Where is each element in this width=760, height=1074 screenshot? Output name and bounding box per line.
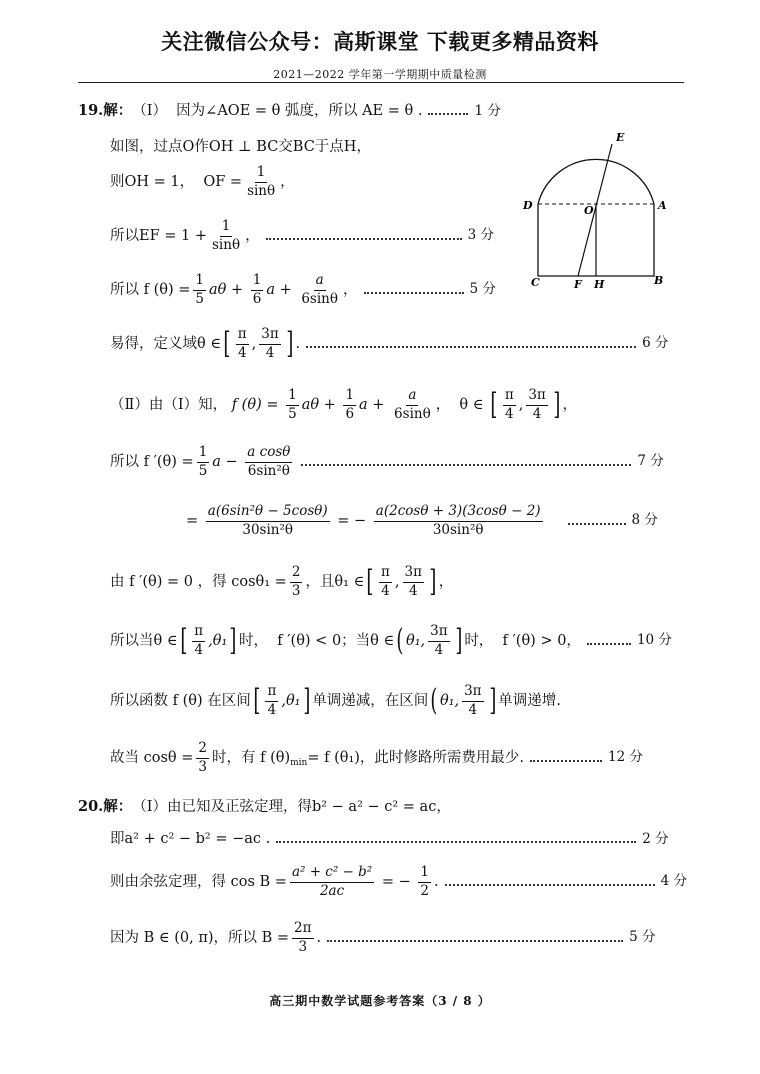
q19-line11-text-b: 时， f ′(θ) < 0；当θ ∈: [239, 632, 395, 649]
leader-dots: [266, 238, 462, 240]
header-divider: [78, 82, 684, 83]
label-o: O: [584, 204, 594, 217]
q19-line12: 所以函数 f (θ) 在区间 [ $\frac{\pi}{4}$ ,θ₁ ] 单调递减，在区间 ( θ₁, $\frac{3\pi}{4}$ ] 单调递增.: [110, 683, 561, 718]
geometry-figure: [520, 128, 680, 294]
q19-line4-text: 所以EF = 1 +: [110, 227, 207, 244]
q19-line13-text-c: = f (θ₁)，此时修路所需费用最少.: [307, 749, 525, 766]
q19-line5: 所以 f (θ) = $\frac{1}{5}$ aθ + $\frac{1}{6}$ a + $\frac{a}{6\sin\theta}$ ， 5 分: [110, 272, 496, 307]
score-mark: 10 分: [636, 632, 672, 649]
label-b: B: [654, 274, 664, 287]
q19-line12-text-c: 单调递增.: [498, 692, 561, 709]
label-h: H: [594, 278, 605, 291]
frac-num: 1: [255, 166, 268, 183]
label-e: E: [616, 131, 625, 144]
q19-line4: 所以EF = 1 + $\frac{1}{\sin\theta}$ ， 3 分: [110, 218, 494, 253]
score-mark: 4 分: [660, 873, 687, 890]
frac-den: sinθ: [247, 182, 276, 199]
q20-line3: 则由余弦定理，得 cos B = $\frac{\text{a² + c² − b²}}{2ac}$ = − $\frac{1}{2}$ . 4 分: [110, 864, 687, 899]
leader-dots: [327, 940, 623, 942]
q19-line3-text: 则OH = 1， OF =: [110, 173, 243, 190]
q19-line9: = $\frac{\text{a(6sin²θ − 5cosθ)}}{\text{30sin²θ}}$ = − $\frac{a(2\cos\theta + 3)(3\cos\theta - 2)}{\text{30sin²θ}}$ 8 分: [186, 503, 658, 538]
q19-line10: 由 f ′(θ) = 0 ，得 cosθ₁ = $\frac{2}{3}$ ，且θ₁ ∈ [ $\frac{\pi}{4}$ , $\frac{3\pi}{4}$ ] ，: [110, 564, 454, 599]
q19-line10-text-b: ，且θ₁ ∈: [305, 573, 365, 590]
q20-label: 20.解：: [78, 798, 133, 815]
leader-dots: [306, 346, 636, 348]
label-d: D: [523, 199, 533, 212]
q20-line2-text: 即a² + c² − b² = −ac .: [110, 831, 271, 847]
q20-line1: [78, 800, 451, 815]
leader-dots: [364, 292, 464, 294]
label-a: A: [658, 199, 667, 212]
q20-line4-text: 因为 B ∈ (0, π)，所以 B =: [110, 929, 290, 946]
exam-subtitle: 2021—2022 学年第一学期期中质量检测: [273, 68, 487, 81]
score-mark: 12 分: [608, 749, 644, 766]
score-mark: 8 分: [631, 512, 658, 529]
leader-dots: [530, 760, 602, 762]
q19-line5-text: 所以 f (θ) =: [110, 281, 191, 298]
q19-line12-text: 所以函数 f (θ) 在区间: [110, 692, 251, 709]
score-mark: 3 分: [467, 227, 494, 244]
leader-dots: [587, 643, 631, 645]
score-mark: 6 分: [642, 335, 669, 352]
q19-line2: [110, 140, 371, 155]
leader-dots: [568, 523, 626, 525]
q19-line13: 故当 cosθ = $\frac{2}{3}$ 时，有 f (θ) $_{min}$ = f (θ₁)，此时修路所需费用最少. 12 分: [110, 740, 644, 775]
score-mark: 7 分: [637, 453, 664, 470]
q20-line3-text: 则由余弦定理，得 cos B =: [110, 873, 287, 890]
q19-line6: 易得，定义域θ ∈ [ $\frac{\pi}{4}$ , $\frac{3\pi}{4}$ ] . 6 分: [110, 326, 669, 361]
q19-line10-text: 由 f ′(θ) = 0 ，得 cosθ₁ =: [110, 573, 287, 590]
score-mark: 1 分: [474, 102, 501, 119]
leader-dots: [276, 841, 636, 843]
promo-banner: 关注微信公众号：高斯课堂 下载更多精品资料: [161, 30, 599, 54]
q19-part1: [78, 104, 501, 119]
leader-dots: [445, 884, 655, 886]
q19-part1-text: （Ⅰ） 因为∠AOE = θ 弧度，所以 AE = θ .: [132, 103, 423, 119]
label-f: F: [574, 278, 582, 291]
score-mark: 2 分: [642, 830, 669, 847]
score-mark: 5 分: [469, 281, 496, 298]
q19-line13-text-b: 时，有 f (θ): [211, 749, 291, 766]
q20-line1-text: （Ⅰ）由已知及正弦定理，得b² − a² − c² = ac，: [132, 799, 451, 815]
q19-label: 19.解：: [78, 102, 133, 119]
leader-dots: [428, 113, 468, 115]
q19-line11: 所以当θ ∈ [ $\frac{\pi}{4}$ ,θ₁ ] 时， f ′(θ) < 0；当θ ∈ ( θ₁, $\frac{3\pi}{4}$ ] 时， f ′(θ) > 0， 10 分: [110, 623, 672, 658]
score-mark: 5 分: [629, 929, 656, 946]
q19-line8: 所以 f ′(θ) = $\frac{1}{5}$ a − $\frac{\text{a cosθ}}{\text{6sin²θ}}$ 7 分: [110, 444, 664, 479]
q20-line4: 因为 B ∈ (0, π)，所以 B = $\frac{2\pi}{3}$ . 5 分: [110, 920, 656, 955]
fraction: $\frac{1}{\sin\theta}$: [212, 218, 241, 253]
q19-line12-text-b: 单调递减，在区间: [312, 692, 429, 709]
q19-line2-text: 如图，过点O作OH ⊥ BC交BC于点H，: [110, 139, 371, 155]
q19-line11-text: 所以当θ ∈: [110, 632, 178, 649]
q19-line8-text: 所以 f ′(θ) =: [110, 453, 194, 470]
min-subscript: min: [290, 757, 308, 768]
q19-part2: （Ⅱ）由（Ⅰ）知， f (θ) = $\frac{1}{5}$ aθ + $\frac{1}{6}$ a + $\frac{a}{6\sin\theta}$ ， θ ∈ [ $\frac{\pi}{4}$ , $\frac{3\pi}{4}$ ] ，: [110, 387, 578, 422]
q19-line3: 则OH = 1， OF = $\frac{1}{\sin\theta}$ ，: [110, 164, 295, 199]
fraction: [245, 166, 277, 198]
q19-part2-text: （Ⅱ）由（Ⅰ）知，: [110, 396, 228, 413]
q19-line6-text: 易得，定义域θ ∈: [110, 335, 222, 352]
leader-dots: [301, 464, 631, 466]
page-footer: 高三期中数学试题参考答案（3 / 8 ）: [269, 994, 491, 1008]
q19-line13-text: 故当 cosθ =: [110, 749, 194, 766]
q20-line2: [110, 832, 669, 847]
q19-line11-text-c: 时， f ′(θ) > 0，: [464, 632, 581, 649]
label-c: C: [531, 276, 540, 289]
